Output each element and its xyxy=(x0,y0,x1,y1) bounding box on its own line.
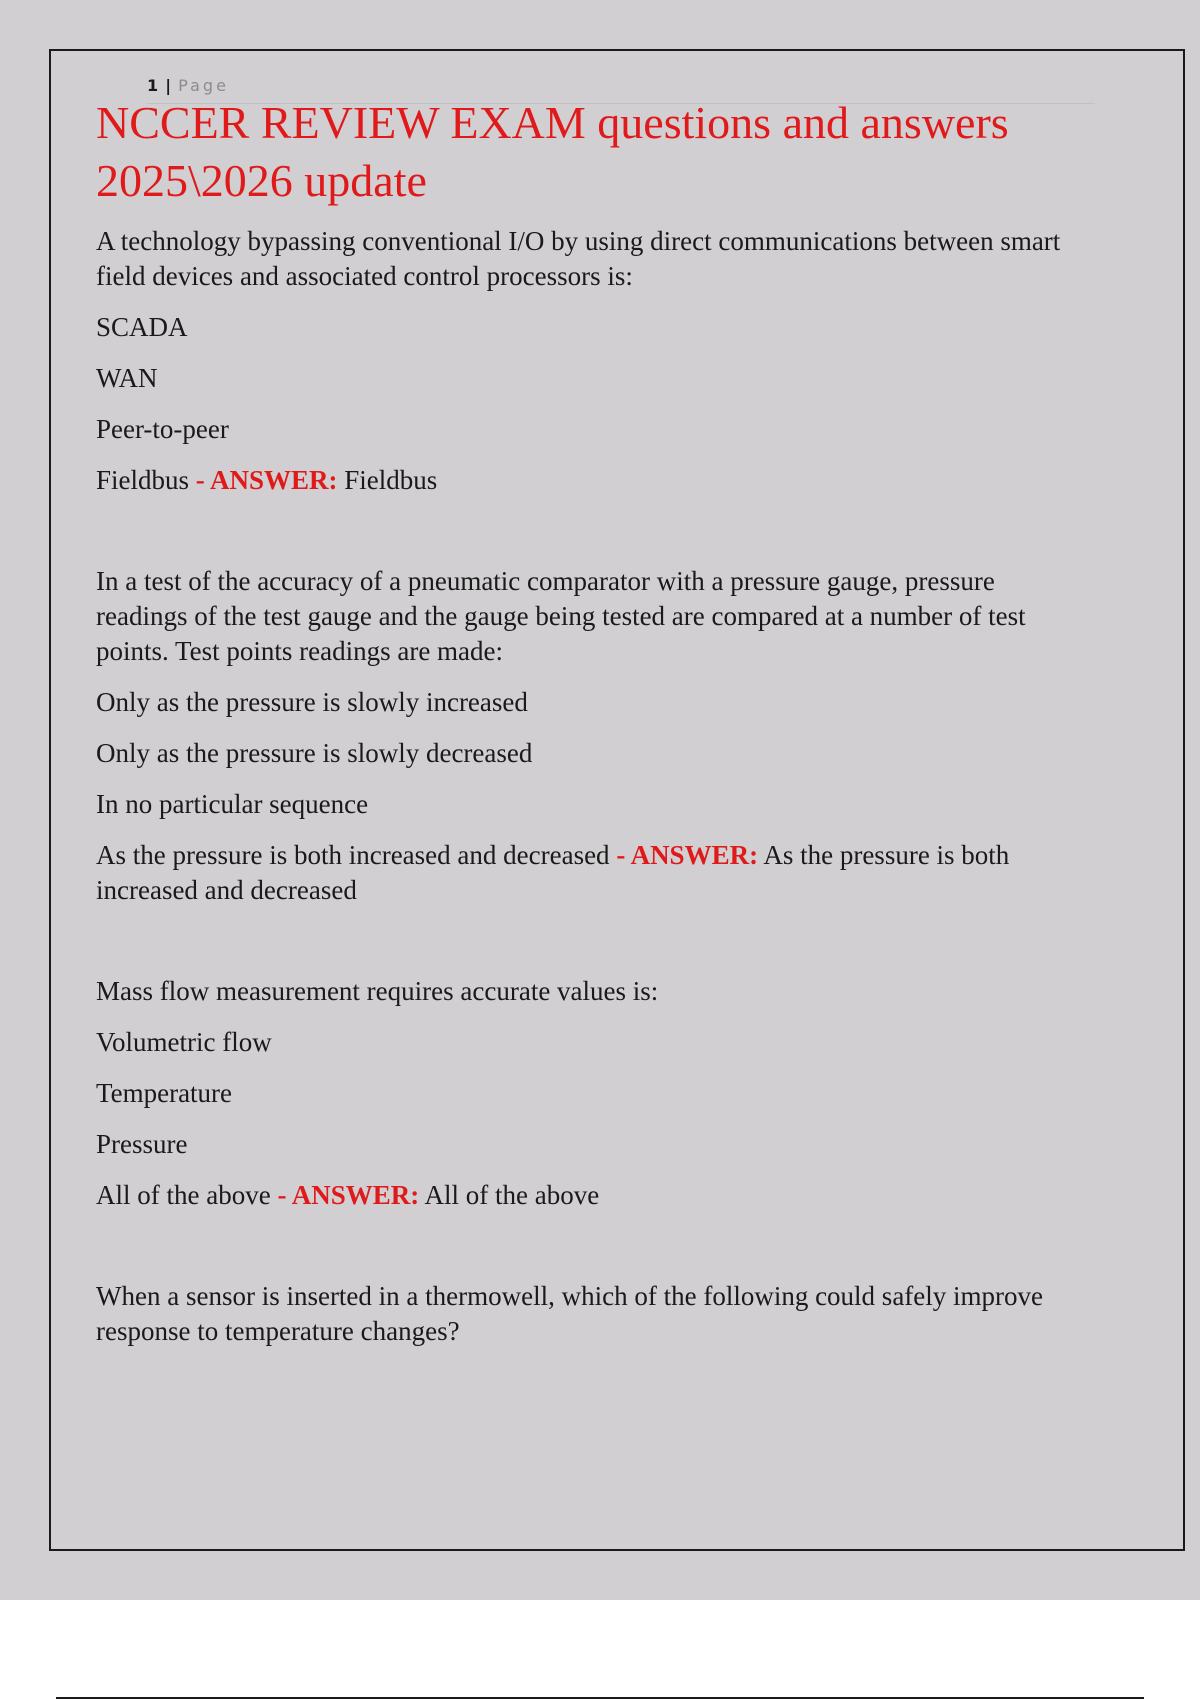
option: Volumetric flow xyxy=(96,1027,272,1057)
answer-text: Fieldbus xyxy=(344,465,438,495)
answer-text: As the pressure is both increased and decreased xyxy=(96,840,1010,905)
question-block xyxy=(96,974,1086,1213)
option: Temperature xyxy=(96,1078,233,1108)
question-block xyxy=(96,224,1086,498)
option-with-answer xyxy=(96,1178,1086,1213)
answer-text: All of the above xyxy=(424,1180,600,1210)
page-separator: | xyxy=(165,76,172,95)
option-with-answer xyxy=(96,463,1086,498)
option: Peer-to-peer xyxy=(96,414,229,444)
answer-label: - ANSWER: xyxy=(616,840,759,870)
question-text: In a test of the accuracy of a pneumatic comparator with a pressure gauge, pressure readings of the test gauge and the gauge being tested are compared at a number of test points. Test points readings are made: xyxy=(96,566,1026,666)
option-with-answer xyxy=(96,838,1086,908)
next-page-rule xyxy=(56,1697,1144,1699)
answer-label: - ANSWER: xyxy=(277,1180,420,1210)
page-label: Page xyxy=(178,76,229,95)
spacer xyxy=(96,1213,1086,1279)
option: Pressure xyxy=(96,1129,188,1159)
option: WAN xyxy=(96,363,158,393)
option: Only as the pressure is slowly increased xyxy=(96,687,528,717)
option: Only as the pressure is slowly decreased xyxy=(96,738,533,768)
option-text: As the pressure is both increased and decreased xyxy=(96,840,610,870)
question-text: When a sensor is inserted in a thermowell, which of the following could safely improve response to temperature changes? xyxy=(96,1281,1044,1346)
spacer xyxy=(96,908,1086,974)
document-title: NCCER REVIEW EXAM questions and answers 2025\2026 update xyxy=(96,97,1009,206)
question-block xyxy=(96,564,1086,908)
question-block xyxy=(96,1279,1086,1349)
answer-label: - ANSWER: xyxy=(195,465,338,495)
page-number: 1 xyxy=(147,76,159,95)
question-text: A technology bypassing conventional I/O by using direct communications between smart field devices and associated control processors is: xyxy=(96,226,1061,291)
option-text: Fieldbus xyxy=(96,465,190,495)
document-body xyxy=(96,94,1086,1365)
question-text: Mass flow measurement requires accurate values is: xyxy=(96,976,659,1006)
spacer xyxy=(96,498,1086,564)
option: SCADA xyxy=(96,312,188,342)
option: In no particular sequence xyxy=(96,789,369,819)
option-text: All of the above xyxy=(96,1180,271,1210)
